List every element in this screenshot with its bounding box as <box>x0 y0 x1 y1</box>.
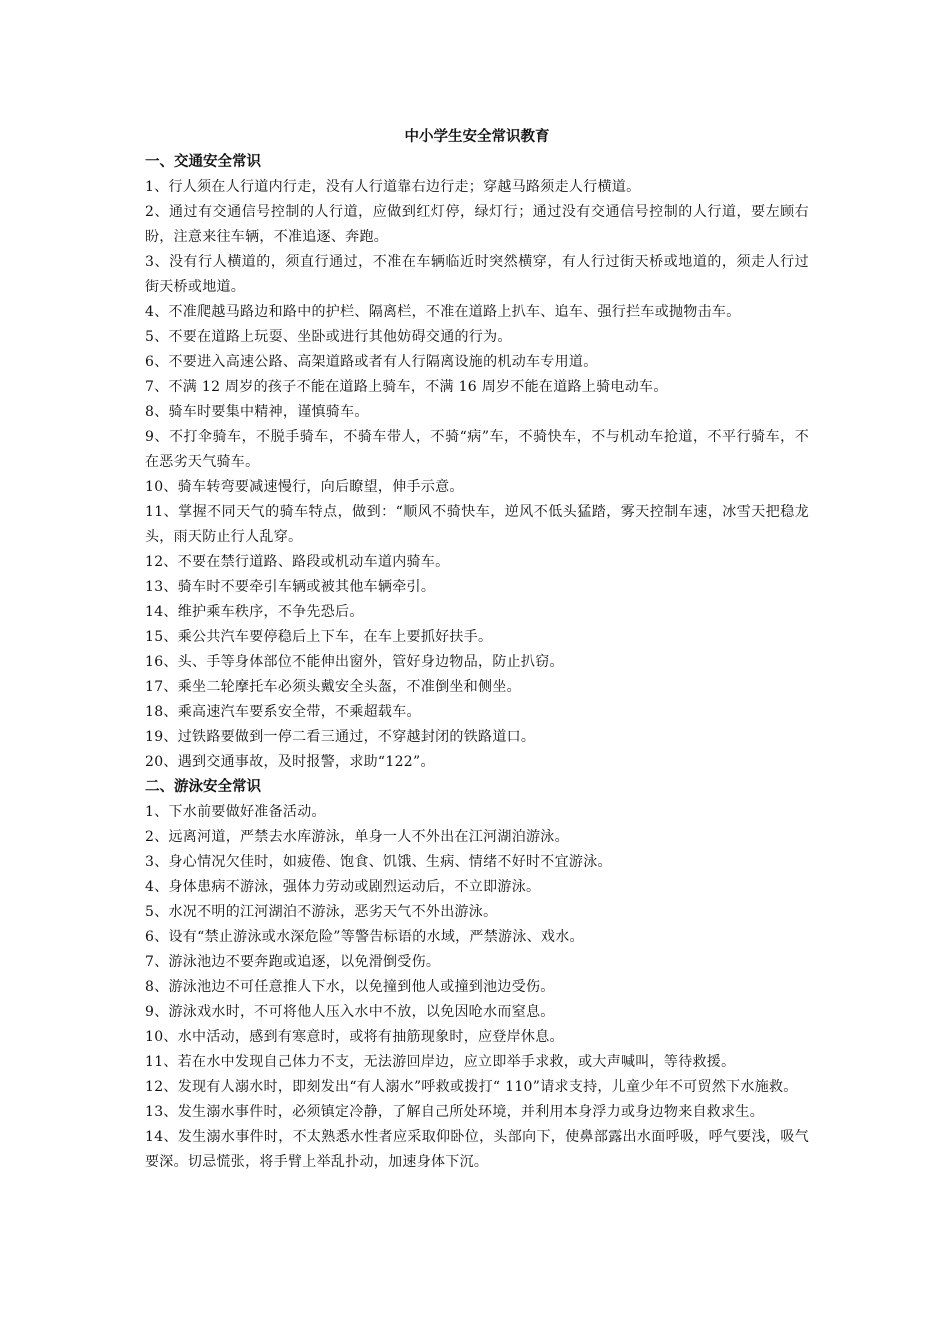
list-item: 19、过铁路要做到一停二看三通过，不穿越封闭的铁路道口。 <box>145 729 536 745</box>
list-item: 11、掌握不同天气的骑车特点，做到：“顺风不骑快车，逆风不低头猛踏，雾天控制车速，冰雪天把稳龙头，雨天防止行人乱穿。 <box>145 504 809 545</box>
list-item: 9、游泳戏水时，不可将他人压入水中不放，以免因呛水而窒息。 <box>145 1004 555 1020</box>
list-item: 3、没有行人横道的，须直行通过，不准在车辆临近时突然横穿，有人行过街天桥或地道的，须走人行过街天桥或地道。 <box>145 254 809 295</box>
list-item: 2、远离河道，严禁去水库游泳，单身一人不外出在江河湖泊游泳。 <box>145 829 569 845</box>
document-title: 中小学生安全常识教育 <box>404 129 550 145</box>
list-item: 1、行人须在人行道内行走，没有人行道靠右边行走；穿越马路须走人行横道。 <box>145 179 641 195</box>
list-item: 12、发现有人溺水时，即刻发出“有人溺水”呼救或拨打“ 110”请求支持，儿童少年不可贸然下水施救。 <box>145 1079 798 1095</box>
list-item: 4、不准爬越马路边和路中的护栏、隔离栏，不准在道路上扒车、追车、强行拦车或抛物击车。 <box>145 304 741 320</box>
list-item: 15、乘公共汽车要停稳后上下车，在车上要抓好扶手。 <box>145 629 493 645</box>
section-heading: 一、交通安全常识 <box>145 154 261 170</box>
list-item: 11、若在水中发现自己体力不支，无法游回岸边，应立即举手求救，或大声喊叫，等待救援。 <box>145 1054 736 1070</box>
list-item: 5、水况不明的江河湖泊不游泳，恶劣天气不外出游泳。 <box>145 904 498 920</box>
list-item: 6、不要进入高速公路、高架道路或者有人行隔离设施的机动车专用道。 <box>145 354 598 370</box>
section-swimming <box>145 775 809 1175</box>
list-item: 7、游泳池边不要奔跑或追逐，以免滑倒受伤。 <box>145 954 441 970</box>
list-item: 1、下水前要做好准备活动。 <box>145 804 326 820</box>
list-item: 8、骑车时要集中精神，谨慎骑车。 <box>145 404 369 420</box>
document-page <box>145 125 809 1175</box>
list-item: 14、维护乘车秩序，不争先恐后。 <box>145 604 364 620</box>
list-item: 7、不满 12 周岁的孩子不能在道路上骑车，不满 16 周岁不能在道路上骑电动车。 <box>145 379 668 395</box>
list-item: 16、头、手等身体部位不能伸出窗外，管好身边物品，防止扒窃。 <box>145 654 564 670</box>
list-item: 5、不要在道路上玩耍、坐卧或进行其他妨碍交通的行为。 <box>145 329 512 345</box>
list-item: 18、乘高速汽车要系安全带，不乘超载车。 <box>145 704 421 720</box>
section-traffic <box>145 150 809 775</box>
list-item: 10、骑车转弯要减速慢行，向后瞭望，伸手示意。 <box>145 479 464 495</box>
list-item: 2、通过有交通信号控制的人行道，应做到红灯停，绿灯行；通过没有交通信号控制的人行道，要左顾右盼，注意来往车辆，不准追逐、奔跑。 <box>145 204 809 245</box>
list-item: 8、游泳池边不可任意推人下水，以免撞到他人或撞到池边受伤。 <box>145 979 555 995</box>
list-item: 12、不要在禁行道路、路段或机动车道内骑车。 <box>145 554 450 570</box>
list-item: 9、不打伞骑车，不脱手骑车，不骑车带人，不骑“病”车，不骑快车，不与机动车抢道，不平行骑车，不在恶劣天气骑车。 <box>145 429 809 470</box>
list-item: 13、发生溺水事件时，必须镇定冷静，了解自己所处环境，并利用本身浮力或身边物来自救求生。 <box>145 1104 765 1120</box>
list-item: 10、水中活动，感到有寒意时，或将有抽筋现象时，应登岸休息。 <box>145 1029 564 1045</box>
list-item: 3、身心情况欠佳时，如疲倦、饱食、饥饿、生病、情绪不好时不宜游泳。 <box>145 854 612 870</box>
list-item: 14、发生溺水事件时，不太熟悉水性者应采取仰卧位，头部向下，使鼻部露出水面呼吸，呼气要浅，吸气要深。切忌慌张，将手臂上举乱扑动，加速身体下沉。 <box>145 1129 809 1170</box>
list-item: 4、身体患病不游泳，强体力劳动或剧烈运动后，不立即游泳。 <box>145 879 541 895</box>
list-item: 20、遇到交通事故，及时报警，求助“122”。 <box>145 754 435 770</box>
section-heading: 二、游泳安全常识 <box>145 779 261 795</box>
list-item: 6、设有“禁止游泳或水深危险”等警告标语的水域，严禁游泳、戏水。 <box>145 929 584 945</box>
list-item: 17、乘坐二轮摩托车必须头戴安全头盔，不准倒坐和侧坐。 <box>145 679 521 695</box>
list-item: 13、骑车时不要牵引车辆或被其他车辆牵引。 <box>145 579 436 595</box>
